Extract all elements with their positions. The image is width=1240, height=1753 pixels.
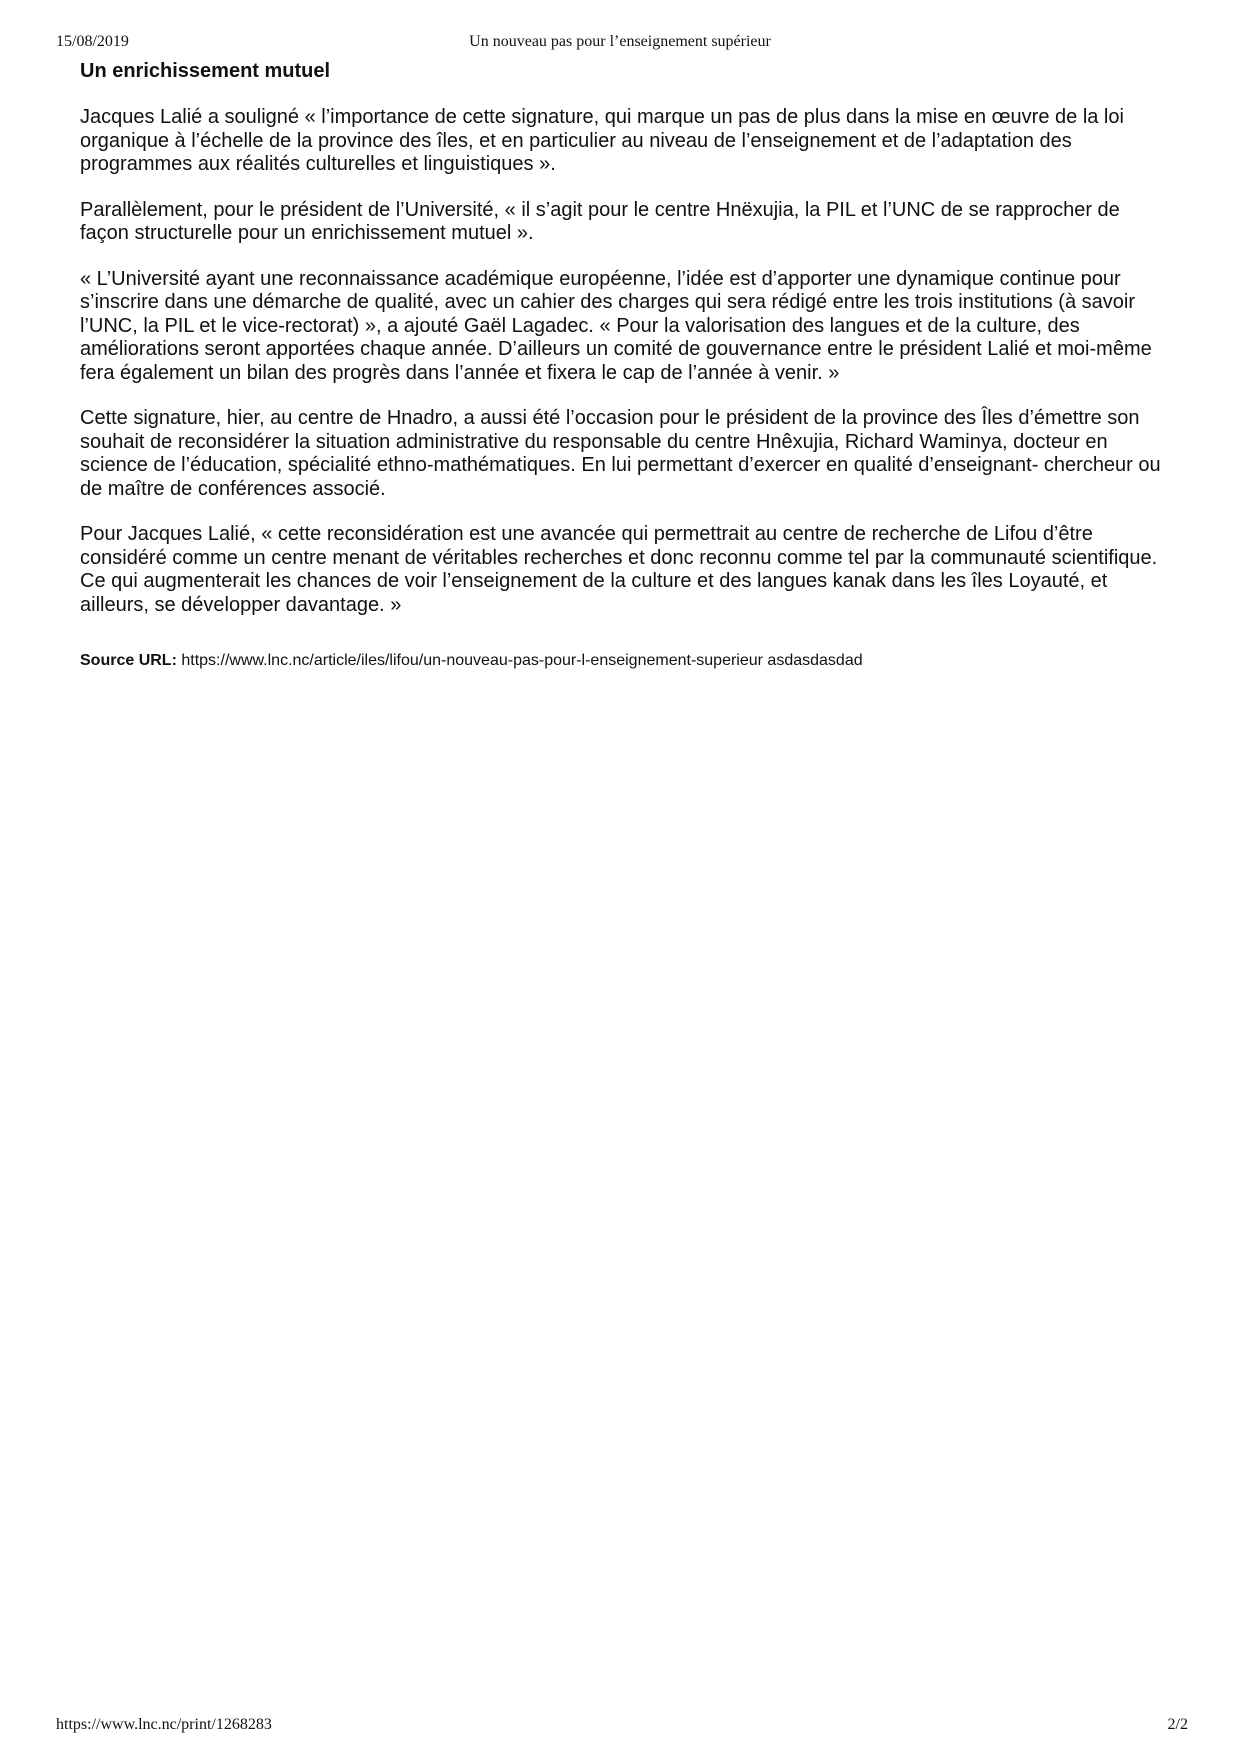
paragraph-1: Jacques Lalié a souligné « l’importance de cette signature, qui marque un pas de plus dans la mise en œuvre de la loi organique à l’échelle de la province des îles, et en particulier au niveau de l’enseignement et de l’adaptation des programmes aux réalités culturelles et linguistiques ». (80, 106, 1124, 175)
article-content (80, 58, 1170, 671)
source-label: Source URL: (80, 652, 177, 669)
paragraph-2: Parallèlement, pour le président de l’Université, « il s’agit pour le centre Hnëxujia, la PIL et l’UNC de se rapprocher de façon structurelle pour un enrichissement mutuel ». (80, 198, 1120, 244)
paragraph-5: Pour Jacques Lalié, « cette reconsidération est une avancée qui permettrait au centre de recherche de Lifou d’être considéré comme un centre menant de véritables recherches et donc reconnu comme tel par la communauté scientifique. Ce qui augmenterait les chances de voir l’enseignement de la culture et des langues kanak dans les îles Loyauté, et ailleurs, se développer davantage. » (80, 523, 1158, 616)
section-heading: Un enrichissement mutuel (80, 60, 331, 82)
page-number: 2/2 (1167, 1716, 1188, 1733)
print-footer (0, 1715, 1240, 1737)
print-date: 15/08/2019 (56, 33, 129, 50)
paragraph-4: Cette signature, hier, au centre de Hnadro, a aussi été l’occasion pour le président de la province des Îles d’émettre son souhait de reconsidérer la situation administrative du responsable du centre Hnêxujia, Richard Waminya, docteur en science de l’éducation, spécialité ethno-mathématiques. En lui permettant d’exercer en qualité d’enseignant- chercheur ou de maître de conférences associé. (80, 407, 1161, 500)
source-url-link[interactable]: https://www.lnc.nc/article/iles/lifou/un-nouveau-pas-pour-l-enseignement-superieur asdasdasdad (181, 652, 863, 669)
source-line (80, 651, 1170, 671)
paragraph-3: « L’Université ayant une reconnaissance académique européenne, l’idée est d’apporter une dynamique continue pour s’inscrire dans une démarche de qualité, avec un cahier des charges qui sera rédigé entre les trois institutions (à savoir l’UNC, la PIL et le vice-rectorat) », a ajouté Gaël Lagadec. « Pour la valorisation des langues et de la culture, des améliorations seront apportées chaque année. D’ailleurs un comité de gouvernance entre le président Lalié et moi-même fera également un bilan des progrès dans l’année et fixera le cap de l’année à venir. » (80, 267, 1152, 384)
print-url: https://www.lnc.nc/print/1268283 (56, 1716, 272, 1733)
print-header (0, 32, 1240, 56)
document-title: Un nouveau pas pour l’enseignement supérieur (469, 33, 771, 50)
